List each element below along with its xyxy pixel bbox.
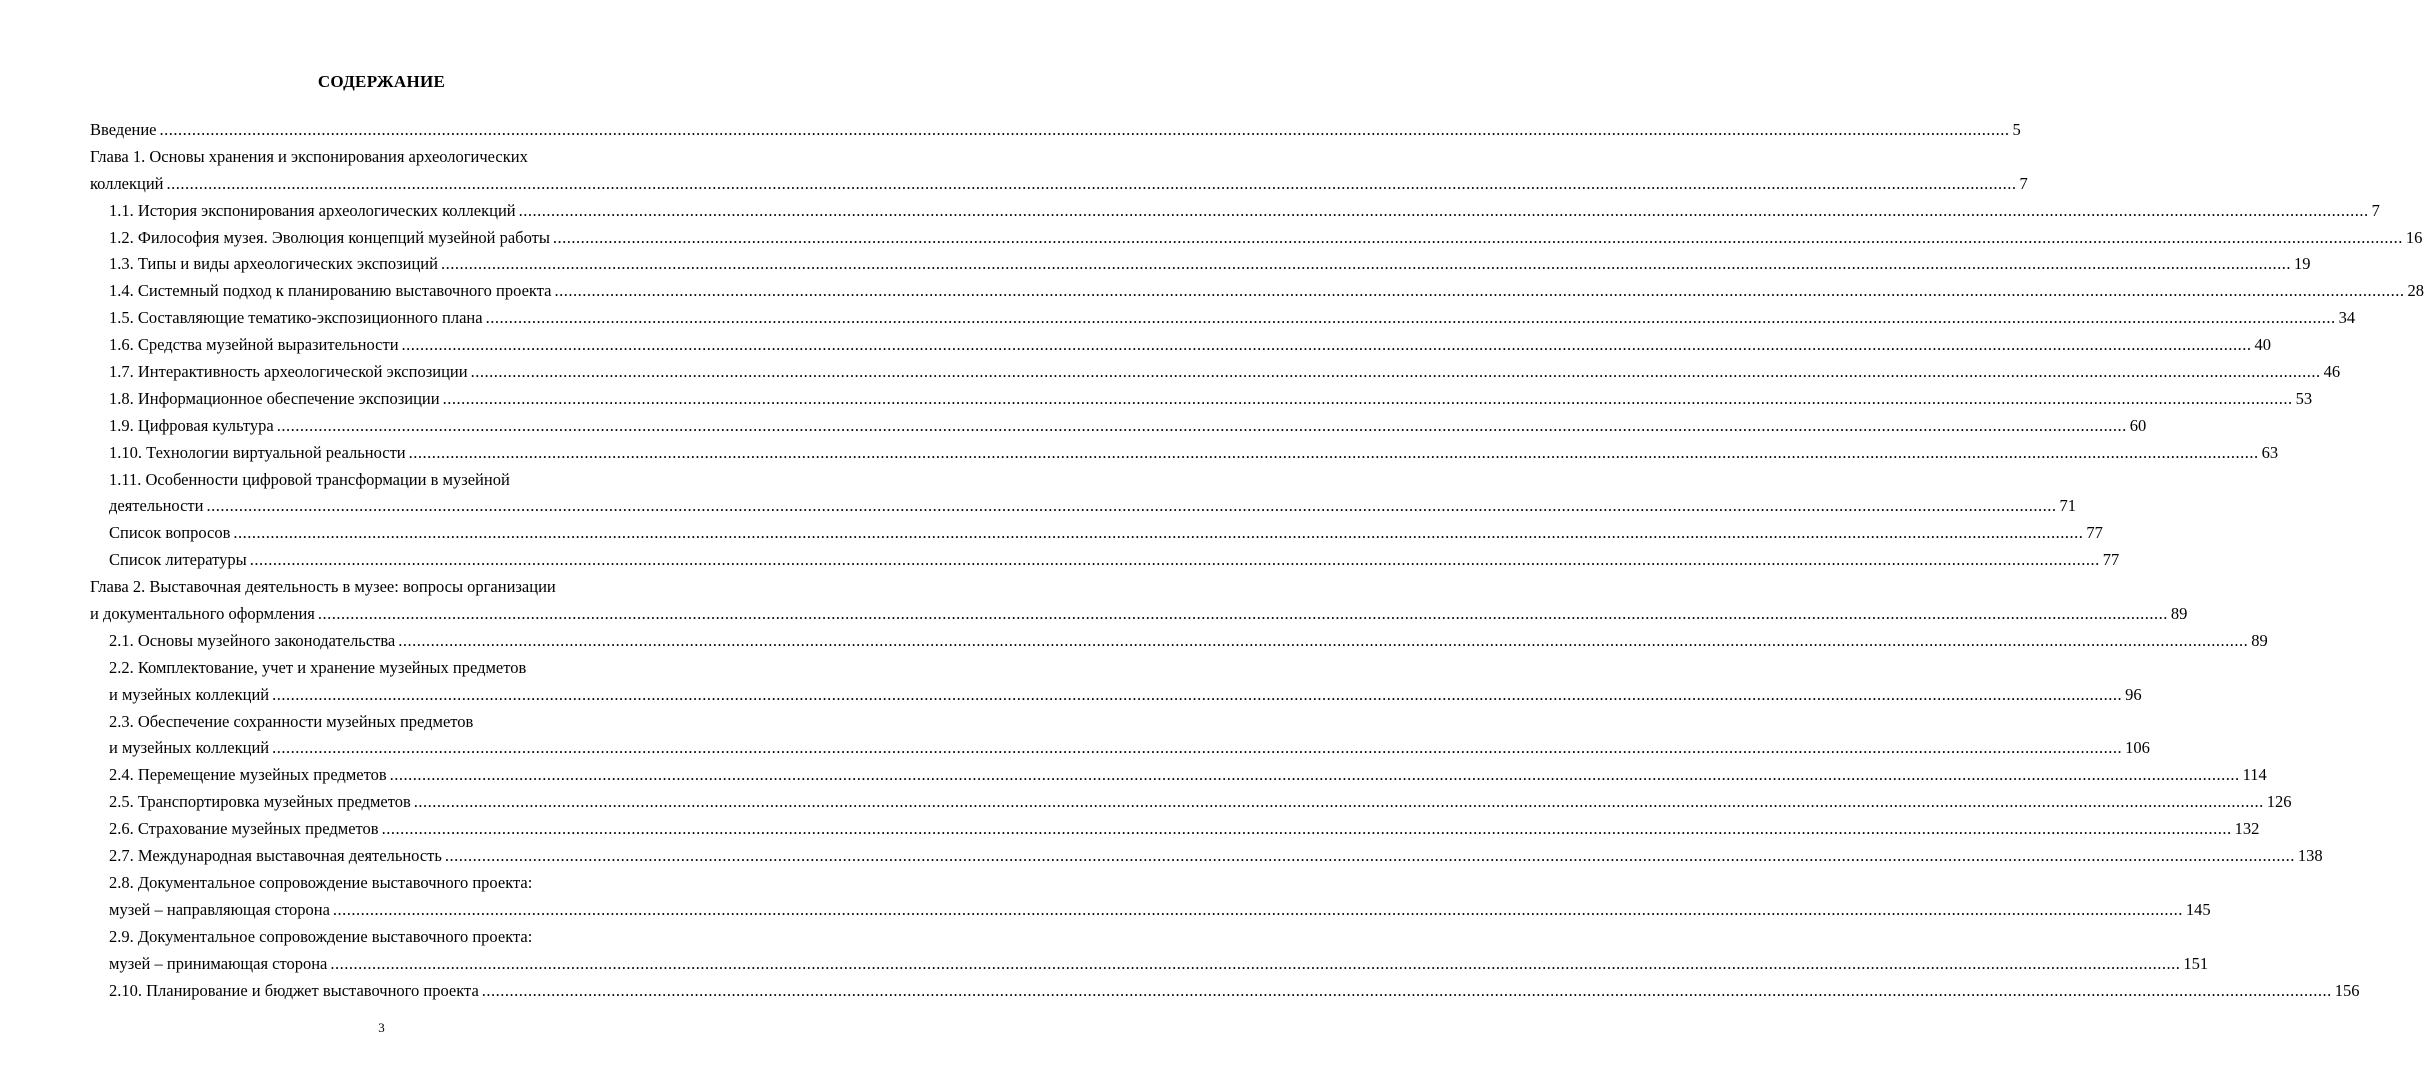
toc-entry[interactable] xyxy=(90,816,2260,843)
toc-entry[interactable] xyxy=(90,413,2147,440)
toc-page-number: 132 xyxy=(2234,819,2260,839)
toc-entry-line xyxy=(109,870,672,897)
toc-page-number: 7 xyxy=(2371,200,2380,220)
toc-entry-line xyxy=(109,628,2268,655)
toc-entry-line xyxy=(109,332,2272,359)
toc-entry-title: 2.2. Комплектование, учет и хранение музейных предметов xyxy=(109,657,527,677)
toc-entry-line xyxy=(109,709,672,736)
toc-entry-title: 1.4. Системный подход к планированию выставочного проекта xyxy=(109,281,552,301)
toc-page-number: 156 xyxy=(2334,980,2360,1000)
toc-entry-title: Список вопросов xyxy=(109,523,231,543)
toc-page-number: 77 xyxy=(2102,550,2120,570)
toc-entry-title: 1.5. Составляющие тематико-экспозиционного плана xyxy=(109,308,483,328)
toc-dot-leader: ................................................................................................................................................................................................................................................................................................................................................................................................................ xyxy=(408,442,2259,462)
toc-dot-leader: ................................................................................................................................................................................................................................................................................................................................................................................................................ xyxy=(440,254,2291,274)
toc-entry-title: и музейных коллекций xyxy=(109,684,270,704)
toc-entry-title: музей – принимающая сторона xyxy=(109,953,328,973)
toc-dot-leader: ................................................................................................................................................................................................................................................................................................................................................................................................................ xyxy=(481,980,2332,1000)
toc-dot-leader: ................................................................................................................................................................................................................................................................................................................................................................................................................ xyxy=(389,765,2240,785)
toc-entry[interactable] xyxy=(90,762,2267,789)
toc-dot-leader: ................................................................................................................................................................................................................................................................................................................................................................................................................ xyxy=(485,308,2336,328)
toc-entry[interactable] xyxy=(90,386,2313,413)
toc-entry-title: Глава 1. Основы хранения и экспонирования археологических xyxy=(90,146,528,166)
toc-entry[interactable] xyxy=(90,359,2341,386)
toc-entry-title: 2.8. Документальное сопровождение выставочного проекта: xyxy=(109,872,533,892)
toc-page-number: 77 xyxy=(2086,523,2103,543)
toc-page-number: 71 xyxy=(2059,496,2076,516)
toc-page-number: 5 xyxy=(2012,120,2021,139)
toc-page-number: 138 xyxy=(2297,846,2323,866)
toc-entry-title: 2.3. Обеспечение сохранности музейных предметов xyxy=(109,711,474,731)
toc-entry[interactable] xyxy=(90,547,2120,574)
toc-entry-title: 2.4. Перемещение музейных предметов xyxy=(109,765,387,785)
toc-page-number: 145 xyxy=(2185,899,2211,919)
toc-entry[interactable] xyxy=(90,655,2142,709)
toc-entry[interactable] xyxy=(90,709,2150,763)
toc-entry[interactable] xyxy=(90,574,2188,628)
toc-entry[interactable] xyxy=(90,843,2323,870)
toc-entry-line xyxy=(109,467,672,494)
toc-dot-leader: ................................................................................................................................................................................................................................................................................................................................................................................................................ xyxy=(330,953,2181,973)
toc-entry-line xyxy=(109,251,2311,278)
toc-entry-line xyxy=(109,762,2267,789)
toc-dot-leader: ................................................................................................................................................................................................................................................................................................................................................................................................................ xyxy=(552,227,2403,247)
toc-page-number: 46 xyxy=(2323,362,2341,382)
toc-entry-title: 1.10. Технологии виртуальной реальности xyxy=(109,442,406,462)
toc-dot-leader: ................................................................................................................................................................................................................................................................................................................................................................................................................ xyxy=(444,846,2295,866)
toc-entry-line xyxy=(109,789,2292,816)
toc-entry-title: 2.10. Планирование и бюджет выставочного проекта xyxy=(109,980,479,1000)
toc-page-number: 19 xyxy=(2293,254,2311,274)
toc-entry[interactable] xyxy=(90,978,2360,1005)
toc-entry-title: коллекций xyxy=(90,173,164,193)
toc-entry-title: Список литературы xyxy=(109,550,247,570)
page-title: СОДЕРЖАНИЕ xyxy=(317,72,446,91)
toc-dot-leader: ................................................................................................................................................................................................................................................................................................................................................................................................................ xyxy=(276,415,2127,435)
toc-page-number: 126 xyxy=(2266,792,2292,812)
toc-entry-title: 1.11. Особенности цифровой трансформации в музейной xyxy=(109,469,510,489)
toc-entry-title: 1.8. Информационное обеспечение экспозиции xyxy=(109,388,440,408)
toc-entry[interactable] xyxy=(90,251,2311,278)
toc-dot-leader: ................................................................................................................................................................................................................................................................................................................................................................................................................ xyxy=(249,550,2100,570)
toc-dot-leader: ................................................................................................................................................................................................................................................................................................................................................................................................................ xyxy=(398,630,2249,650)
toc-page-number: 7 xyxy=(2019,173,2028,193)
toc-entry[interactable] xyxy=(90,628,2268,655)
toc-page-number: 16 xyxy=(2405,227,2423,247)
toc-dot-leader: ................................................................................................................................................................................................................................................................................................................................................................................................................ xyxy=(442,388,2293,408)
toc-entry-line xyxy=(109,924,672,951)
toc-entry-title: 1.1. История экспонирования археологических коллекций xyxy=(109,200,516,220)
toc-entry[interactable] xyxy=(90,332,2272,359)
toc-entry-line xyxy=(90,601,2188,628)
toc-entry-line xyxy=(109,440,2279,467)
toc-entry-line xyxy=(90,144,672,171)
toc-dot-leader: ................................................................................................................................................................................................................................................................................................................................................................................................................ xyxy=(272,684,2123,704)
toc-entry-title: и музейных коллекций xyxy=(109,738,270,758)
toc-entry[interactable] xyxy=(90,924,2209,978)
toc-page-number: 114 xyxy=(2242,765,2267,785)
toc-dot-leader: ................................................................................................................................................................................................................................................................................................................................................................................................................ xyxy=(233,523,2084,543)
toc-dot-leader: ................................................................................................................................................................................................................................................................................................................................................................................................................ xyxy=(470,362,2321,382)
toc-entry-line xyxy=(109,413,2147,440)
toc-entry-title: 2.9. Документальное сопровождение выставочного проекта: xyxy=(109,926,533,946)
toc-entry-title: музей – направляющая сторона xyxy=(109,899,330,919)
toc-dot-leader: ................................................................................................................................................................................................................................................................................................................................................................................................................ xyxy=(166,173,2017,193)
toc-entry[interactable] xyxy=(90,117,2021,144)
toc-entry-title: 2.1. Основы музейного законодательства xyxy=(109,630,396,650)
toc-entry[interactable] xyxy=(90,198,2380,225)
toc-entry-line xyxy=(109,897,2211,924)
toc-entry[interactable] xyxy=(90,870,2211,924)
toc-entry-line xyxy=(109,520,2103,547)
toc-entry[interactable] xyxy=(90,440,2279,467)
toc-entry-title: деятельности xyxy=(109,496,204,516)
toc-entry-line xyxy=(109,682,2142,709)
toc-page-number: 106 xyxy=(2125,738,2150,758)
toc-dot-leader: ................................................................................................................................................................................................................................................................................................................................................................................................................ xyxy=(317,604,2168,624)
toc-entry-title: 1.2. Философия музея. Эволюция концепций музейной работы xyxy=(109,227,550,247)
toc-page-number: 34 xyxy=(2338,308,2356,328)
toc-entry[interactable] xyxy=(90,520,2103,547)
toc-entry-line xyxy=(109,493,2076,520)
toc-entry-title: 1.7. Интерактивность археологической экспозиции xyxy=(109,362,468,382)
toc-entry[interactable] xyxy=(90,225,2423,252)
toc-entry-line xyxy=(109,278,2424,305)
toc-entry-title: Глава 2. Выставочная деятельность в музее: вопросы организации xyxy=(90,577,556,597)
toc-entry-title: 2.6. Страхование музейных предметов xyxy=(109,819,379,839)
toc-entry-line xyxy=(109,305,2356,332)
toc-dot-leader: ................................................................................................................................................................................................................................................................................................................................................................................................................ xyxy=(332,899,2183,919)
page-number: 3 xyxy=(378,1020,385,1035)
toc-entry-line xyxy=(109,225,2423,252)
toc-dot-leader: ................................................................................................................................................................................................................................................................................................................................................................................................................ xyxy=(381,819,2232,839)
toc-entry-title: Введение xyxy=(90,120,157,139)
toc-dot-leader: ................................................................................................................................................................................................................................................................................................................................................................................................................ xyxy=(413,792,2264,812)
toc-entry-line xyxy=(109,816,2260,843)
toc-entry-line xyxy=(109,735,2150,762)
toc-entry[interactable] xyxy=(90,278,2424,305)
toc-dot-leader: ................................................................................................................................................................................................................................................................................................................................................................................................................ xyxy=(272,738,2123,758)
toc-dot-leader: ................................................................................................................................................................................................................................................................................................................................................................................................................ xyxy=(554,281,2405,301)
toc-page-number: 151 xyxy=(2183,953,2209,973)
table-of-contents xyxy=(90,117,2424,1004)
toc-entry[interactable] xyxy=(90,467,2076,521)
toc-entry-title: 1.9. Цифровая культура xyxy=(109,415,274,435)
toc-page-number: 40 xyxy=(2254,335,2272,355)
toc-entry-line xyxy=(109,198,2380,225)
toc-entry[interactable] xyxy=(90,144,2028,198)
toc-entry-line xyxy=(90,117,2021,144)
toc-page-number: 63 xyxy=(2261,442,2279,462)
toc-entry-line xyxy=(109,655,672,682)
toc-entry-title: 1.3. Типы и виды археологических экспозиций xyxy=(109,254,438,274)
toc-entry-line xyxy=(109,951,2209,978)
toc-entry-line xyxy=(109,978,2360,1005)
toc-dot-leader: ................................................................................................................................................................................................................................................................................................................................................................................................................ xyxy=(159,120,2010,139)
toc-entry-line xyxy=(109,386,2313,413)
toc-page-number: 53 xyxy=(2295,388,2313,408)
toc-entry-line xyxy=(90,171,2028,198)
toc-entry-line xyxy=(90,574,672,601)
toc-entry-line xyxy=(109,359,2341,386)
toc-entry[interactable] xyxy=(90,305,2356,332)
toc-dot-leader: ................................................................................................................................................................................................................................................................................................................................................................................................................ xyxy=(206,496,2057,516)
toc-entry[interactable] xyxy=(90,789,2292,816)
toc-entry-line xyxy=(109,547,2120,574)
toc-dot-leader: ................................................................................................................................................................................................................................................................................................................................................................................................................ xyxy=(518,200,2369,220)
toc-page-number: 60 xyxy=(2129,415,2147,435)
toc-entry-title: 2.7. Международная выставочная деятельность xyxy=(109,846,442,866)
toc-page-number: 89 xyxy=(2251,630,2268,650)
toc-page-number: 89 xyxy=(2170,604,2188,624)
toc-page-number: 96 xyxy=(2125,684,2142,704)
toc-entry-title: и документального оформления xyxy=(90,604,315,624)
toc-entry-line xyxy=(109,843,2323,870)
toc-page-number: 28 xyxy=(2407,281,2424,301)
toc-dot-leader: ................................................................................................................................................................................................................................................................................................................................................................................................................ xyxy=(401,335,2252,355)
toc-entry-title: 1.6. Средства музейной выразительности xyxy=(109,335,399,355)
toc-entry-title: 2.5. Транспортировка музейных предметов xyxy=(109,792,411,812)
